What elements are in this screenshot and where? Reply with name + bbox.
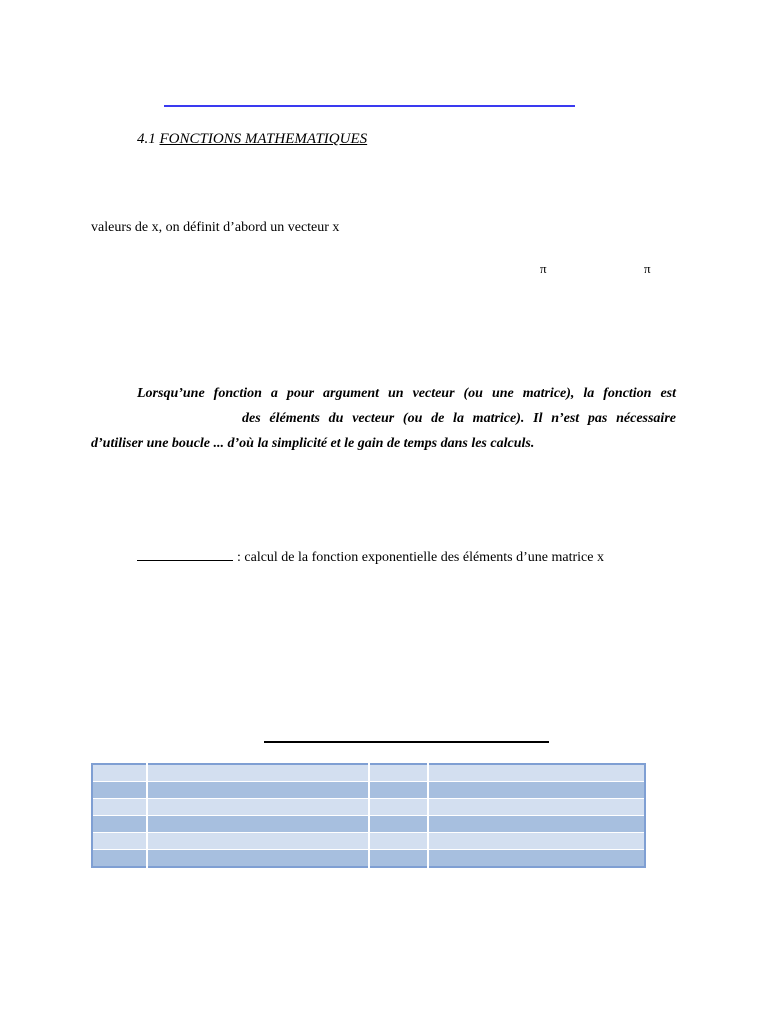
- section-heading: [137, 131, 367, 148]
- table-cell: [147, 816, 369, 833]
- bold-paragraph-line-3: d’utiliser une boucle ... d’où la simplicité et le gain de temps dans les calculs.: [91, 436, 535, 451]
- table-cell: [147, 850, 369, 868]
- table-cell: [92, 816, 147, 833]
- table-cell: [369, 782, 428, 799]
- table-row: [92, 764, 645, 782]
- bold-paragraph-line-1: Lorsqu’une fonction a pour argument un vecteur (ou une matrice), la fonction est: [137, 386, 676, 401]
- table-cell: [92, 782, 147, 799]
- table-cell: [369, 764, 428, 782]
- section-title: FONCTIONS MATHEMATIQUES: [159, 131, 368, 147]
- table-cell: [369, 833, 428, 850]
- table-cell: [428, 850, 645, 868]
- table-row: [92, 816, 645, 833]
- table-row: [92, 833, 645, 850]
- paragraph-vector-definition: valeurs de x, on définit d’abord un vecteur x: [91, 220, 340, 235]
- pi-symbol-right: π: [644, 261, 651, 276]
- table-cell: [428, 816, 645, 833]
- table-cell: [147, 764, 369, 782]
- header-rule: [164, 105, 575, 107]
- table-title-rule: [264, 741, 549, 743]
- table-row: [92, 850, 645, 868]
- table-cell: [428, 799, 645, 816]
- table-cell: [147, 799, 369, 816]
- section-number: 4.1: [137, 131, 160, 147]
- example-line: [137, 546, 604, 566]
- table-cell: [92, 799, 147, 816]
- table-row: [92, 782, 645, 799]
- table-cell: [147, 833, 369, 850]
- table-cell: [92, 764, 147, 782]
- table-cell: [147, 782, 369, 799]
- function-table: [91, 763, 646, 868]
- table-cell: [428, 833, 645, 850]
- table-cell: [369, 850, 428, 868]
- table-cell: [428, 764, 645, 782]
- table-cell: [92, 833, 147, 850]
- bold-paragraph-line-2: des éléments du vecteur (ou de la matrice). Il n’est pas nécessaire: [242, 411, 676, 426]
- table-cell: [369, 799, 428, 816]
- pi-symbol-left: π: [540, 261, 547, 276]
- table-cell: [428, 782, 645, 799]
- table-cell: [92, 850, 147, 868]
- table-row: [92, 799, 645, 816]
- example-text: : calcul de la fonction exponentielle des éléments d’une matrice x: [237, 550, 604, 565]
- table-cell: [369, 816, 428, 833]
- example-blank-underline: [137, 546, 233, 561]
